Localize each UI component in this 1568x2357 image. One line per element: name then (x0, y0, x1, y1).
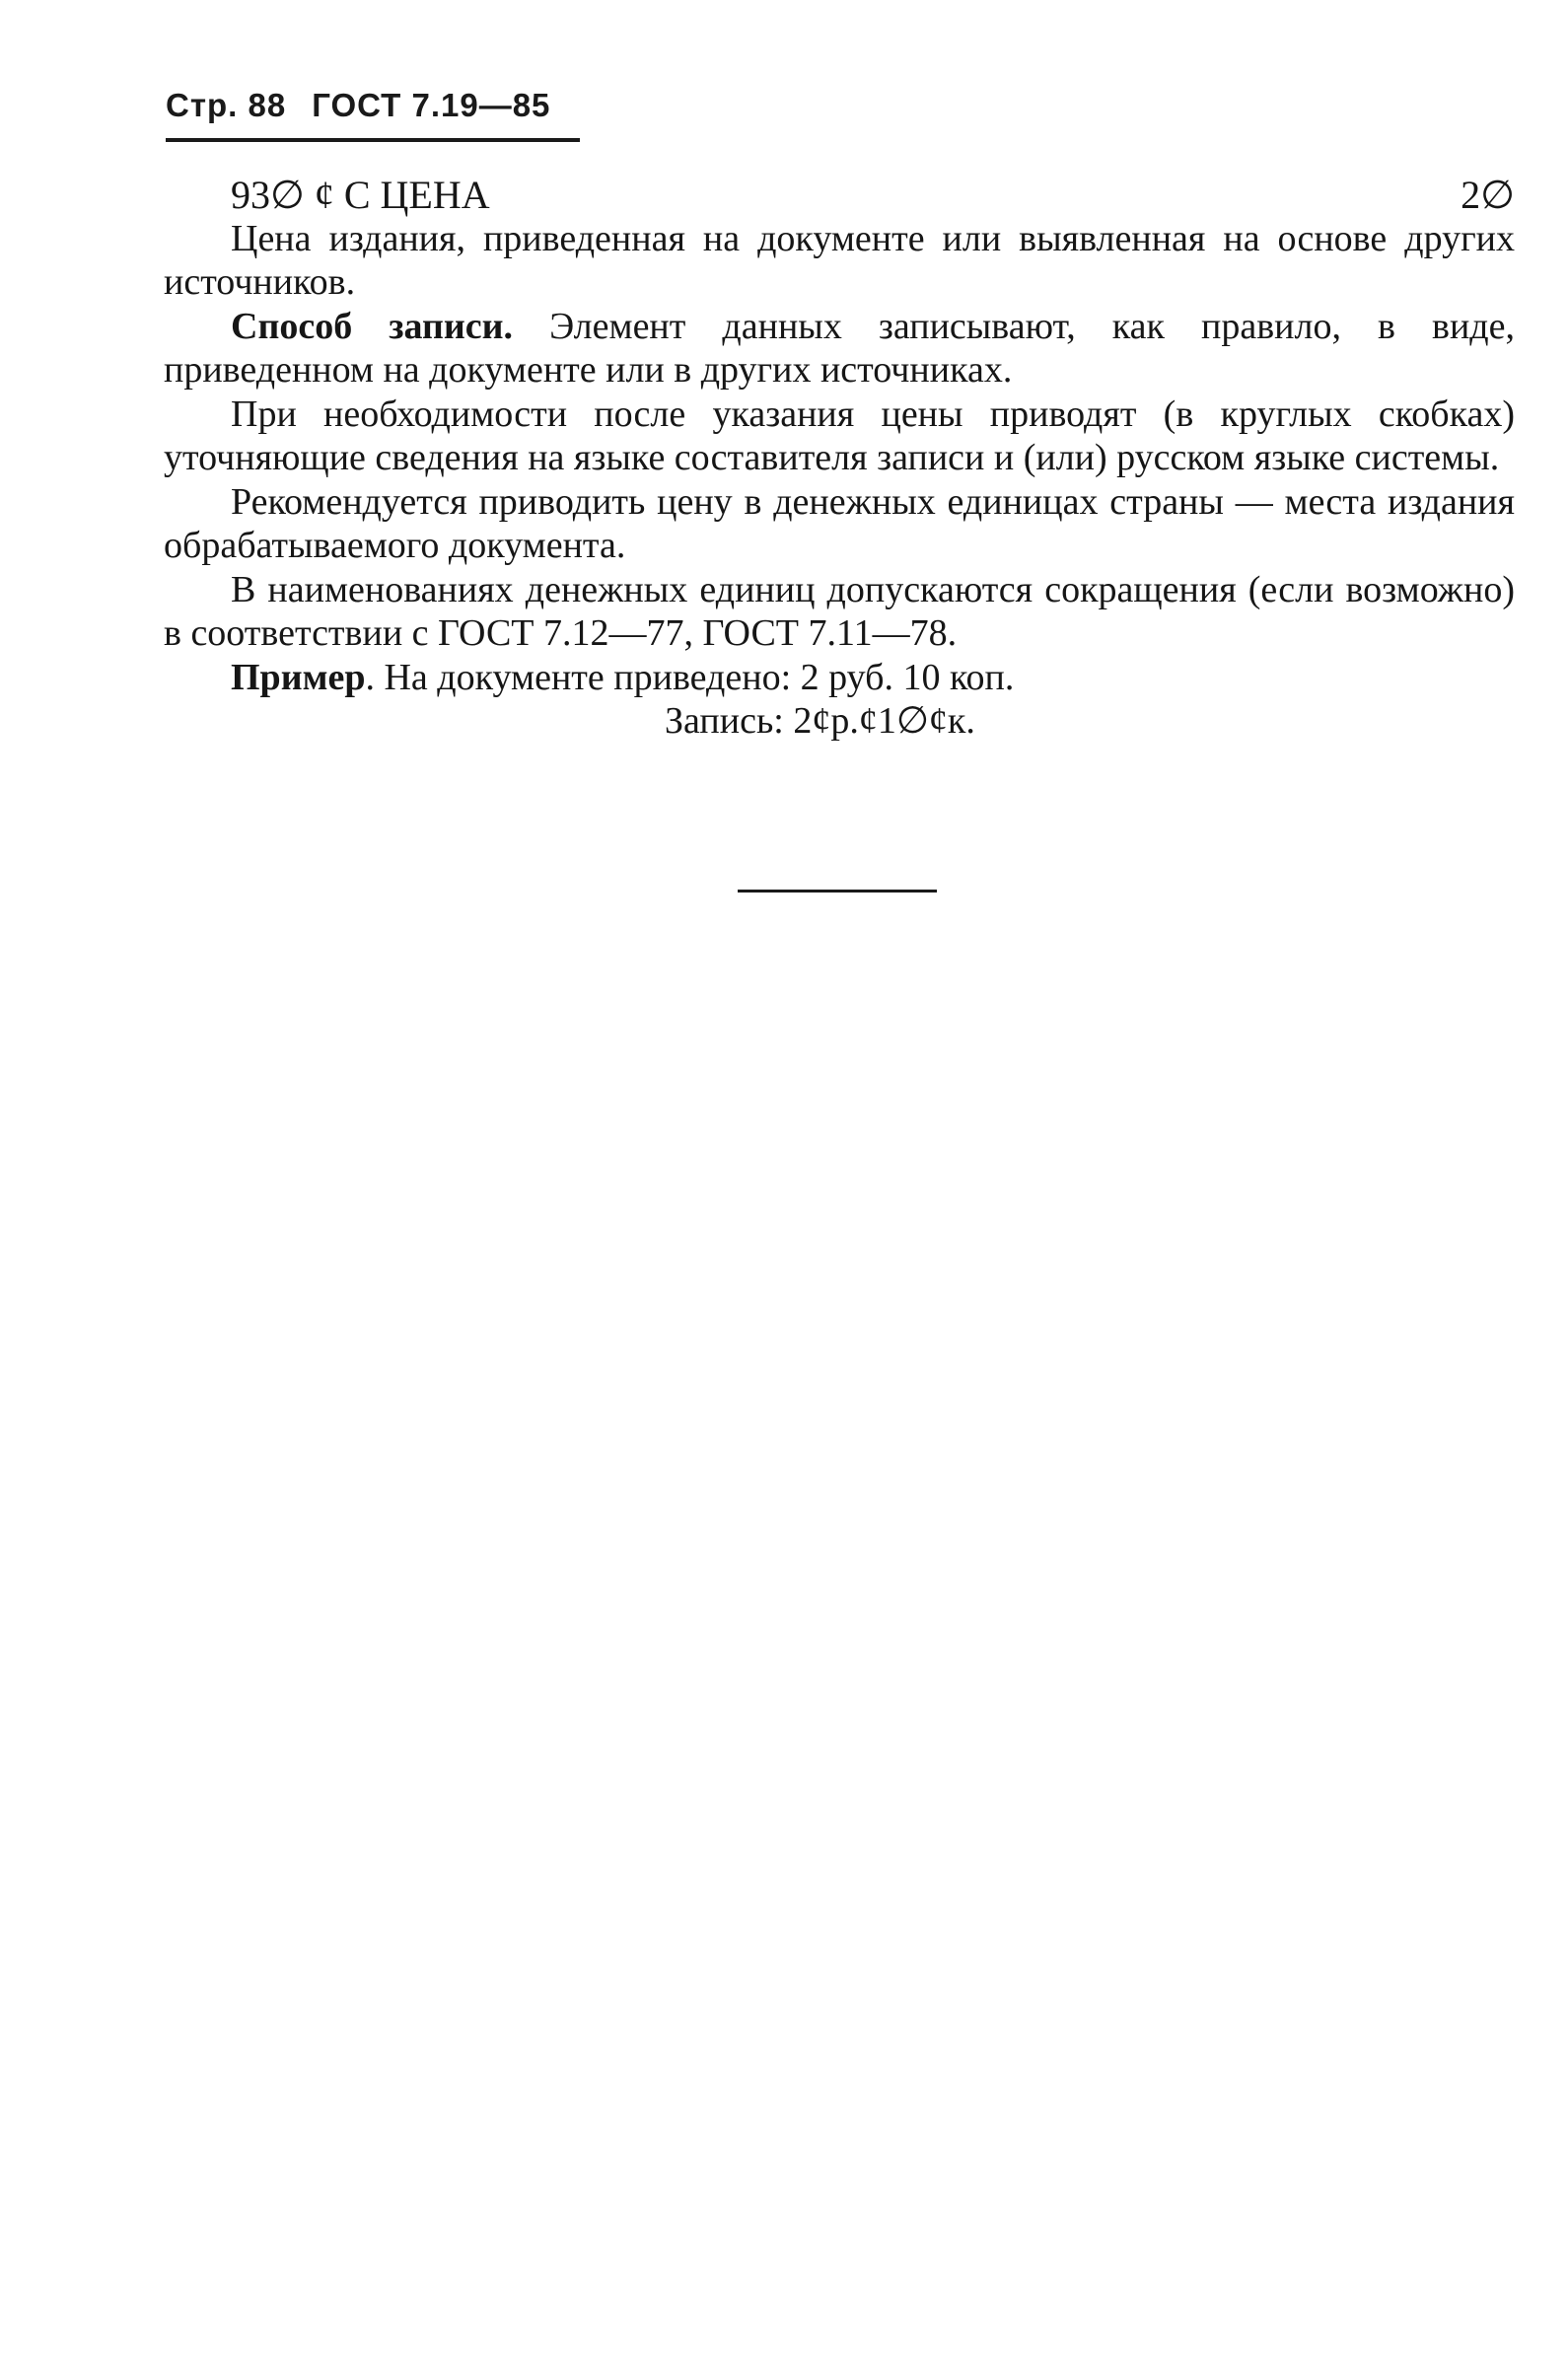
example-line (231, 656, 1515, 699)
definition-paragraph (164, 217, 1515, 304)
example-text: . На документе приведено: 2 руб. 10 коп. (365, 657, 1015, 698)
page-body (164, 170, 1515, 743)
page-label: Стр. 88 (166, 87, 287, 123)
field-length: 2∅ (1461, 173, 1515, 217)
abbreviations-text: В наименованиях денежных единиц допускаются сокращения (если возможно) в соответствии с ГОСТ 7.12—77, ГОСТ 7.11—78. (164, 569, 1515, 654)
end-rule (738, 890, 937, 893)
example-record: Запись: 2ȼр.ȼ1∅ȼк. (665, 700, 975, 742)
standard-designation: ГОСТ 7.19—85 (312, 87, 551, 123)
field-code: 93∅ ȼ С ЦЕНА (231, 173, 490, 217)
method-label: Способ записи. (231, 306, 514, 347)
example-label: Пример (231, 657, 366, 698)
field-heading (231, 170, 1515, 217)
header-rule (166, 138, 580, 142)
method-text: Элемент данных записывают, как правило, в виде, приведенном на документе или в других источниках. (164, 306, 1515, 391)
abbreviations-paragraph (164, 568, 1515, 655)
running-head (166, 87, 550, 124)
method-paragraph (164, 305, 1515, 392)
definition-text: Цена издания, приведенная на документе или выявленная на основе других источников. (164, 218, 1515, 303)
clarification-paragraph (164, 393, 1515, 479)
recommendation-paragraph (164, 480, 1515, 567)
clarification-text: При необходимости после указания цены приводят (в круглых скобках) уточняющие сведения на языке составителя записи и (или) русском языке системы. (164, 393, 1515, 478)
recommendation-text: Рекомендуется приводить цену в денежных единицах страны — места издания обрабатываемого документа. (164, 481, 1515, 566)
